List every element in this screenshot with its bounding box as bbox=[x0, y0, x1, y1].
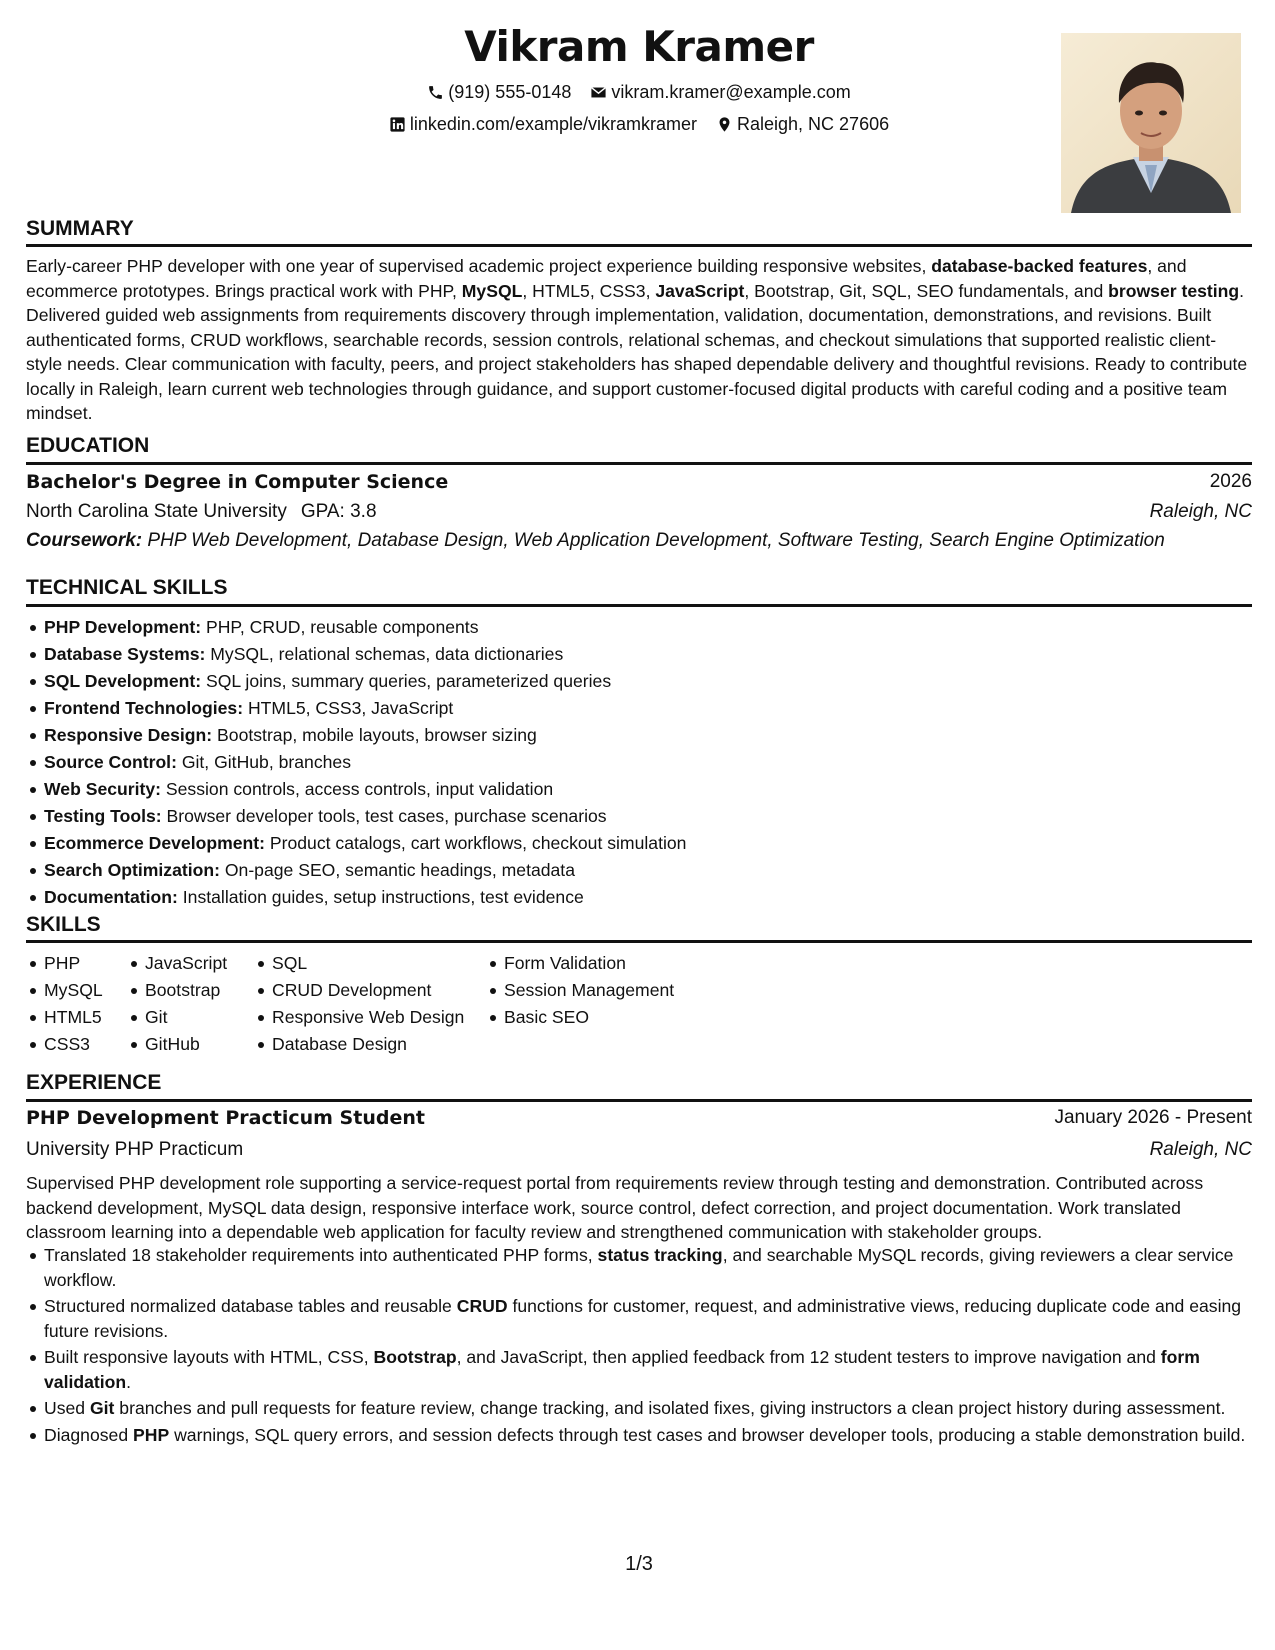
coursework-list: PHP Web Development, Database Design, Web Application Development, Software Testing, Search Engine Optimization bbox=[147, 530, 1165, 551]
linkedin-text: linkedin.com/example/vikramkramer bbox=[409, 114, 697, 134]
email-text: vikram.kramer@example.com bbox=[611, 82, 851, 102]
location-text: Raleigh, NC 27606 bbox=[737, 114, 890, 134]
linkedin-item[interactable] bbox=[389, 113, 697, 135]
bold-text-segment: Bootstrap bbox=[373, 1347, 457, 1367]
candidate-name: Vikram Kramer bbox=[464, 22, 814, 71]
technical-skill-value: SQL joins, summary queries, parameterized queries bbox=[201, 671, 612, 691]
email-item[interactable] bbox=[590, 81, 850, 103]
envelope-icon bbox=[590, 84, 607, 101]
profile-photo bbox=[1061, 33, 1241, 213]
technical-skills-list bbox=[26, 614, 1252, 911]
technical-skill-item bbox=[26, 776, 1252, 803]
skill-item: SQL bbox=[254, 950, 464, 977]
technical-skill-label: SQL Development: bbox=[44, 671, 202, 691]
job-dates: January 2026 - Present bbox=[1054, 1107, 1252, 1128]
text-segment: warnings, SQL query errors, and session defects through test cases and browser developer tools, producing a stable demonstration build. bbox=[169, 1424, 1246, 1445]
job-location: Raleigh, NC bbox=[1149, 1139, 1252, 1160]
skill-item: HTML5 bbox=[26, 1004, 103, 1031]
technical-skill-label: Database Systems: bbox=[44, 644, 206, 664]
technical-skill-label: Frontend Technologies: bbox=[44, 698, 244, 718]
map-pin-icon bbox=[716, 116, 733, 133]
technical-skill-value: MySQL, relational schemas, data dictionaries bbox=[205, 644, 564, 664]
skill-item: JavaScript bbox=[127, 950, 227, 977]
technical-skill-label: Testing Tools: bbox=[44, 806, 162, 826]
experience-divider bbox=[26, 1099, 1252, 1102]
text-segment: branches and pull requests for feature review, change tracking, and isolated fixes, giving instructors a clean project history during assessment. bbox=[114, 1398, 1226, 1418]
bold-text-segment: Git bbox=[89, 1398, 115, 1418]
experience-row-2 bbox=[26, 1139, 1252, 1161]
bold-text-segment: form validation bbox=[44, 1347, 1200, 1392]
education-divider bbox=[26, 462, 1252, 465]
skill-item: Git bbox=[127, 1004, 227, 1031]
technical-skill-value: Bootstrap, mobile layouts, browser sizing bbox=[212, 725, 537, 745]
skill-item: GitHub bbox=[127, 1031, 227, 1058]
technical-skill-value: HTML5, CSS3, JavaScript bbox=[243, 698, 454, 718]
skill-item: Database Design bbox=[254, 1031, 464, 1058]
text-segment: functions for customer, request, and administrative views, reducing duplicate code and easing future revisions. bbox=[44, 1296, 1242, 1341]
technical-skill-item bbox=[26, 830, 1252, 857]
organization-name: University PHP Practicum bbox=[26, 1139, 244, 1160]
skill-item: Bootstrap bbox=[127, 977, 227, 1004]
technical-skill-item bbox=[26, 803, 1252, 830]
phone-item bbox=[427, 81, 571, 103]
page-number: 1/3 bbox=[625, 1553, 653, 1575]
bold-text-segment: database-backed features bbox=[931, 256, 1148, 276]
skill-item: Responsive Web Design bbox=[254, 1004, 464, 1031]
skills-heading: SKILLS bbox=[26, 913, 101, 936]
text-segment: Diagnosed bbox=[44, 1424, 134, 1445]
bold-text-segment: PHP bbox=[133, 1424, 170, 1445]
resume-page bbox=[26, 0, 1252, 1650]
technical-skill-value: On-page SEO, semantic headings, metadata bbox=[219, 860, 575, 880]
skill-item: PHP bbox=[26, 950, 103, 977]
skills-column-1 bbox=[26, 950, 103, 1058]
technical-skill-label: Documentation: bbox=[44, 887, 178, 907]
technical-skill-item bbox=[26, 749, 1252, 776]
technical-skill-item bbox=[26, 695, 1252, 722]
skill-item: Form Validation bbox=[486, 950, 674, 977]
experience-bullet bbox=[26, 1345, 1252, 1394]
experience-row-1 bbox=[26, 1107, 1252, 1129]
summary-divider bbox=[26, 244, 1252, 247]
experience-bullets bbox=[26, 1243, 1252, 1449]
bold-text-segment: MySQL bbox=[461, 280, 523, 301]
text-segment: , and JavaScript, then applied feedback from 12 student testers to improve navigation and bbox=[456, 1347, 1161, 1367]
technical-skill-item bbox=[26, 884, 1252, 911]
coursework-label: Coursework: bbox=[26, 530, 143, 551]
text-segment: . bbox=[126, 1371, 132, 1392]
skill-item: CRUD Development bbox=[254, 977, 464, 1004]
summary-text bbox=[26, 254, 1252, 426]
text-segment: Built responsive layouts with HTML, CSS, bbox=[44, 1347, 374, 1367]
technical-skill-value: Session controls, access controls, input validation bbox=[161, 779, 554, 799]
skills-column-4 bbox=[486, 950, 674, 1031]
skill-item: CSS3 bbox=[26, 1031, 103, 1058]
technical-skill-item bbox=[26, 668, 1252, 695]
technical-skill-value: PHP, CRUD, reusable components bbox=[201, 617, 479, 637]
text-segment: Early-career PHP developer with one year of supervised academic project experience building responsive websites, bbox=[26, 256, 932, 276]
coursework-row bbox=[26, 530, 1252, 552]
bold-text-segment: CRUD bbox=[456, 1296, 508, 1316]
technical-skill-value: Product catalogs, cart workflows, checkout simulation bbox=[264, 833, 687, 853]
location-item bbox=[716, 113, 889, 135]
technical-skill-label: PHP Development: bbox=[44, 617, 202, 637]
gpa: GPA: 3.8 bbox=[300, 501, 377, 522]
technical-skills-heading: TECHNICAL SKILLS bbox=[26, 576, 228, 599]
bold-text-segment: JavaScript bbox=[655, 280, 745, 301]
technical-skill-item bbox=[26, 857, 1252, 884]
phone-text: (919) 555-0148 bbox=[448, 82, 572, 102]
experience-heading: EXPERIENCE bbox=[26, 1071, 162, 1094]
skill-item: Basic SEO bbox=[486, 1004, 674, 1031]
text-segment: . Delivered guided web assignments from requirements discovery through implementation, validation, documentation, demonstrations, and revisions. Built authenticated forms, CRUD workflows, searchable records, session controls, relational schemas, and checkout simulations that supported realistic client-style needs. Clear communication with faculty, peers, and project stakeholders has shaped dependable delivery and thoughtful revisions. Ready to contribute locally in Raleigh, learn current web technologies through guidance, and support customer-focused digital products with careful coding and a positive team mindset. bbox=[26, 280, 1248, 423]
technical-skill-value: Git, GitHub, branches bbox=[176, 752, 351, 772]
experience-bullet bbox=[26, 1423, 1252, 1448]
technical-skill-label: Web Security: bbox=[44, 779, 161, 799]
text-segment: Structured normalized database tables and reusable bbox=[44, 1296, 457, 1316]
school-name: North Carolina State University bbox=[26, 501, 287, 522]
education-heading: EDUCATION bbox=[26, 434, 150, 457]
technical-skill-label: Search Optimization: bbox=[44, 860, 220, 880]
text-segment: Used bbox=[44, 1398, 90, 1418]
experience-bullet bbox=[26, 1294, 1252, 1343]
experience-description: Supervised PHP development role supporting a service-request portal from requirements review through testing and demonstration. Contributed across backend development, MySQL data design, responsive interface work, source control, defect correction, and project documentation. Work translated classroom learning into a dependable web application for faculty review and strengthened communication with stakeholder groups. bbox=[26, 1173, 1204, 1242]
phone-icon bbox=[427, 84, 444, 101]
bold-text-segment: browser testing bbox=[1108, 280, 1240, 301]
text-segment: , and searchable MySQL records, giving reviewers a clear service workflow. bbox=[44, 1245, 1234, 1290]
text-segment: , HTML5, CSS3, bbox=[522, 280, 656, 301]
technical-skill-label: Responsive Design: bbox=[44, 725, 213, 745]
education-row-2 bbox=[26, 501, 1252, 523]
degree-title: Bachelor's Degree in Computer Science bbox=[26, 471, 449, 493]
graduation-year: 2026 bbox=[1209, 471, 1252, 492]
technical-skill-item bbox=[26, 614, 1252, 641]
technical-skill-item bbox=[26, 722, 1252, 749]
linkedin-icon bbox=[389, 116, 406, 133]
job-title: PHP Development Practicum Student bbox=[26, 1107, 425, 1129]
technical-skill-value: Browser developer tools, test cases, purchase scenarios bbox=[161, 806, 607, 826]
skill-item: Session Management bbox=[486, 977, 674, 1004]
text-segment: Translated 18 stakeholder requirements into authenticated PHP forms, bbox=[44, 1245, 598, 1265]
skills-column-2 bbox=[127, 950, 227, 1058]
skills-column-3 bbox=[254, 950, 464, 1058]
technical-skill-value: Installation guides, setup instructions, test evidence bbox=[177, 887, 584, 907]
bold-text-segment: status tracking bbox=[597, 1245, 723, 1265]
technical-skill-item bbox=[26, 641, 1252, 668]
education-row-1 bbox=[26, 471, 1252, 493]
technical-skill-label: Source Control: bbox=[44, 752, 177, 772]
summary-heading: SUMMARY bbox=[26, 217, 134, 240]
text-segment: , and ecommerce prototypes. Brings practical work with PHP, bbox=[26, 256, 1187, 301]
experience-bullet bbox=[26, 1243, 1252, 1292]
experience-bullet bbox=[26, 1396, 1252, 1421]
text-segment: , Bootstrap, Git, SQL, SEO fundamentals, and bbox=[744, 280, 1109, 301]
school-location: Raleigh, NC bbox=[1149, 501, 1252, 522]
skills-divider bbox=[26, 940, 1252, 943]
technical-skills-divider bbox=[26, 604, 1252, 607]
skill-item: MySQL bbox=[26, 977, 103, 1004]
technical-skill-label: Ecommerce Development: bbox=[44, 833, 265, 853]
